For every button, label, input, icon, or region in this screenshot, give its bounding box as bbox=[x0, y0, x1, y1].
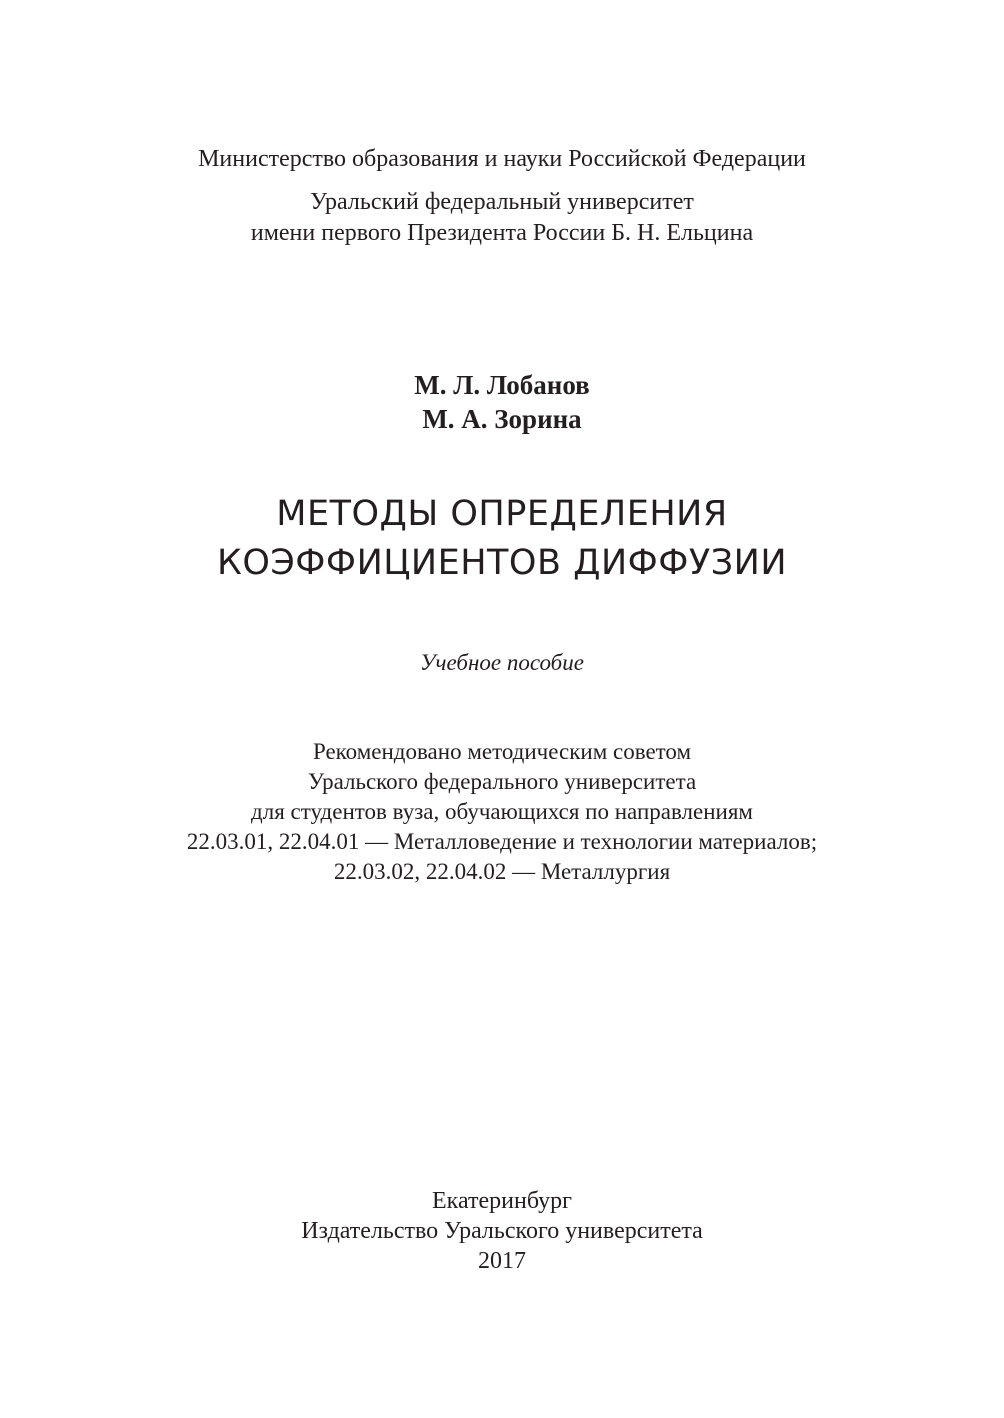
university-name-continued: имени первого Президента России Б. Н. Ельцина bbox=[250, 220, 754, 246]
recommendation-line: Рекомендовано методическим советом bbox=[312, 739, 692, 764]
book-title-line: КОЭФФИЦИЕНТОВ ДИФФУЗИИ bbox=[216, 543, 788, 583]
book-title-line: МЕТОДЫ ОПРЕДЕЛЕНИЯ bbox=[276, 494, 728, 534]
book-type: Учебное пособие bbox=[420, 650, 584, 675]
recommendation-line: 22.03.01, 22.04.01 — Металловедение и технологии материалов; bbox=[186, 829, 818, 854]
recommendation-line: 22.03.02, 22.04.02 — Металлургия bbox=[333, 859, 671, 884]
ministry-name: Министерство образования и науки Российской Федерации bbox=[198, 146, 806, 172]
year: 2017 bbox=[478, 1248, 526, 1274]
author-name: М. Л. Лобанов bbox=[414, 370, 590, 400]
city: Екатеринбург bbox=[432, 1188, 572, 1214]
university-name: Уральский федеральный университет bbox=[310, 189, 694, 215]
publisher: Издательство Уральского университета bbox=[301, 1218, 703, 1244]
recommendation-line: для студентов вуза, обучающихся по направлениям bbox=[251, 799, 753, 824]
author-name: М. А. Зорина bbox=[422, 404, 582, 434]
recommendation-line: Уральского федерального университета bbox=[307, 769, 697, 794]
